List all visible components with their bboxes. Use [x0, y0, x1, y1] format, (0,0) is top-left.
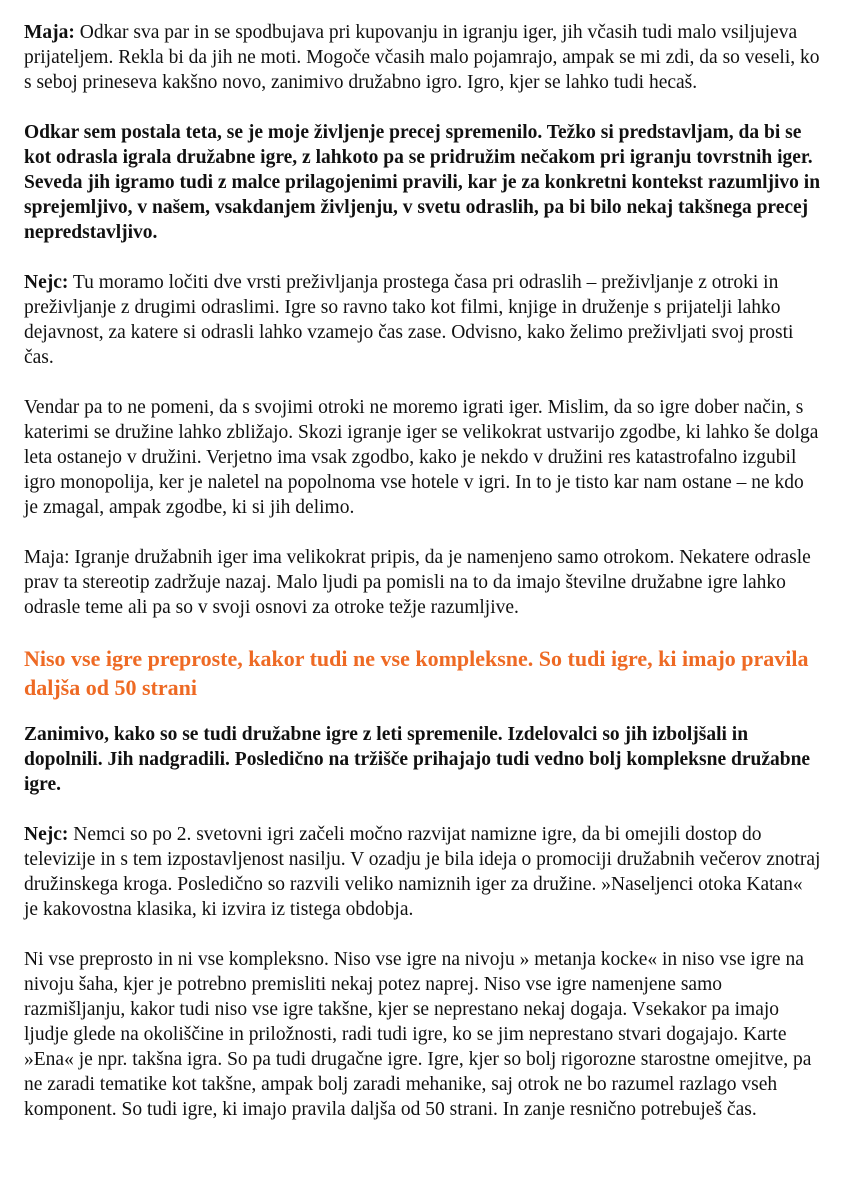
- paragraph-text: Nemci so po 2. svetovni igri začeli močno razvijat namizne igre, da bi omejili dostop do televizije in s tem izpostavljenost nasilju. V ozadju je bila ideja o promociji družabnih večerov znotraj družinskega kroga. Posledično so razvili veliko namiznih iger za družine. »Naseljenci otoka Katan« je kakovostna klasika, ki izvira iz tistega obdobja.: [24, 824, 821, 920]
- paragraph-game-variety: Ni vse preprosto in ni vse kompleksno. Niso vse igre na nivoju » metanja kocke« in niso vse igre na nivoju šaha, kjer je potrebno premisliti nekaj potez naprej. Niso vse igre namenjene samo razmišljanju, kakor tudi niso vse igre takšne, kjer se neprestano nekaj dogaja. Vsekakor pa imajo ljudje glede na okoliščine in priložnosti, radi tudi igre, ko se jim neprestano stvari dogajajo. Karte »Ena« je npr. takšna igra. So pa tudi drugačne igre. Igre, kjer so bolj rigorozne starostne omejitve, pa ne zaradi tematike kot takšne, ampak bolj zaradi mehanike, saj otrok ne bo razumel razlago vseh komponent. So tudi igre, ki imajo pravila daljša od 50 strani. In zanje resnično potrebuješ čas.: [24, 949, 812, 1120]
- paragraph-text: Odkar sva par in se spodbujava pri kupovanju in igranju iger, jih včasih tudi malo vsiljujeva prijateljem. Rekla bi da jih ne moti. Mogoče včasih malo pojamrajo, ampak se mi zdi, da so veseli, ko s seboj prineseva kakšno novo, zanimivo družabno igro. Igro, kjer se lahko tudi hecaš.: [24, 22, 820, 93]
- paragraph-question-aunt: Odkar sem postala teta, se je moje življenje precej spremenilo. Težko si predstavljam, da bi se kot odrasla igrala družabne igre, z lahkoto pa se pridružim nečakom pri igranju tovrstnih iger. Seveda jih igramo tudi z malce prilagojenimi pravili, kar je za konkretni kontekst razumljivo in sprejemljivo, v našem, vsakdanjem življenju, v svetu odraslih, pa bi bilo nekaj takšnega precej nepredstavljivo.: [24, 122, 821, 243]
- speaker-label: Maja:: [24, 22, 75, 43]
- paragraph-nejc-leisure: [24, 270, 821, 370]
- paragraph-question-complexity: Zanimivo, kako so se tudi družabne igre z leti spremenile. Izdelovalci so jih izboljšali in dopolnili. Jih nadgradili. Posledično na tržišče prihajajo tudi vedno bolj kompleksne družabne igre.: [24, 724, 811, 795]
- paragraph-family-stories: Vendar pa to ne pomeni, da s svojimi otroki ne moremo igrati iger. Mislim, da so igre dober način, s katerimi se družine lahko zbližajo. Skozi igranje iger se velikokrat ustvarijo zgodbe, ki lahko še dolga leta ostanejo v družini. Verjetno ima vsak zgodbo, kako je nekdo v družini res katastrofalno izgubil igro monopolija, ker je naletel na popolnoma vse hotele v igri. In to je tisto kar nam ostane – ne kdo je zmagal, ampak zgodbe, ki si jih delimo.: [24, 397, 819, 518]
- speaker-label: Nejc:: [24, 824, 69, 845]
- speaker-label: Nejc:: [24, 272, 69, 293]
- paragraph-maja-intro: [24, 20, 821, 95]
- paragraph-nejc-history: [24, 822, 821, 922]
- paragraph-text: Tu moramo ločiti dve vrsti preživljanja prostega časa pri odraslih – preživljanje z otroki in preživljanje z drugimi odraslimi. Igre so ravno tako kot filmi, knjige in druženje s prijatelji lahko dejavnost, za katere si odrasli lahko vzamejo čas zase. Odvisno, kako želimo preživljati svoj prosti čas.: [24, 272, 794, 368]
- paragraph-maja-stereotype: Maja: Igranje družabnih iger ima velikokrat pripis, da je namenjeno samo otrokom. Nekatere odrasle prav ta stereotip zadržuje nazaj. Malo ljudi pa pomisli na to da imajo številne družabne igre lahko odrasle teme ali pa so v svoji osnovi za otroke težje razumljive.: [24, 547, 811, 618]
- section-heading: Niso vse igre preproste, kakor tudi ne vse kompleksne. So tudi igre, ki imajo pravila daljša od 50 strani: [24, 646, 809, 700]
